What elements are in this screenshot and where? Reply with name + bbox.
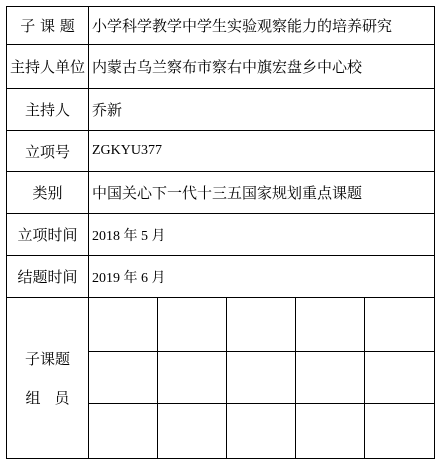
member-cell [89, 352, 158, 404]
member-cell [296, 404, 365, 459]
member-cell [296, 298, 365, 352]
member-cell [89, 404, 158, 459]
member-cell [227, 352, 296, 404]
project-number-label: 立项号 [7, 131, 89, 172]
approval-date-value: 2018 年 5 月 [89, 214, 435, 256]
host-value: 乔新 [89, 89, 435, 131]
member-cell [365, 298, 435, 352]
row-host [7, 89, 435, 131]
category-value: 中国关心下一代十三五国家规划重点课题 [89, 172, 435, 214]
members-row-1 [7, 298, 435, 352]
row-subtopic [7, 7, 435, 45]
member-cell [227, 298, 296, 352]
host-unit-value: 内蒙古乌兰察布市察右中旗宏盘乡中心校 [89, 45, 435, 89]
members-label-line1: 子课题 [24, 350, 70, 368]
row-host-unit [7, 45, 435, 89]
subtopic-value: 小学科学教学中学生实验观察能力的培养研究 [89, 7, 435, 45]
row-category [7, 172, 435, 214]
member-cell [158, 352, 227, 404]
member-cell [89, 298, 158, 352]
host-unit-label: 主持人单位 [7, 45, 89, 89]
subtopic-label: 子 课 题 [7, 7, 89, 45]
member-cell [158, 404, 227, 459]
members-label-line2: 组员 [25, 389, 84, 407]
category-label: 类别 [7, 172, 89, 214]
member-cell [158, 298, 227, 352]
members-label [7, 298, 89, 459]
row-completion-date [7, 256, 435, 298]
completion-date-label: 结题时间 [7, 256, 89, 298]
host-label: 主持人 [7, 89, 89, 131]
approval-date-label: 立项时间 [7, 214, 89, 256]
row-project-number [7, 131, 435, 172]
member-cell [365, 352, 435, 404]
completion-date-value: 2019 年 6 月 [89, 256, 435, 298]
project-number-value: ZGKYU377 [89, 131, 435, 172]
member-cell [365, 404, 435, 459]
member-cell [227, 404, 296, 459]
project-info-table [6, 6, 435, 459]
row-approval-date [7, 214, 435, 256]
member-cell [296, 352, 365, 404]
